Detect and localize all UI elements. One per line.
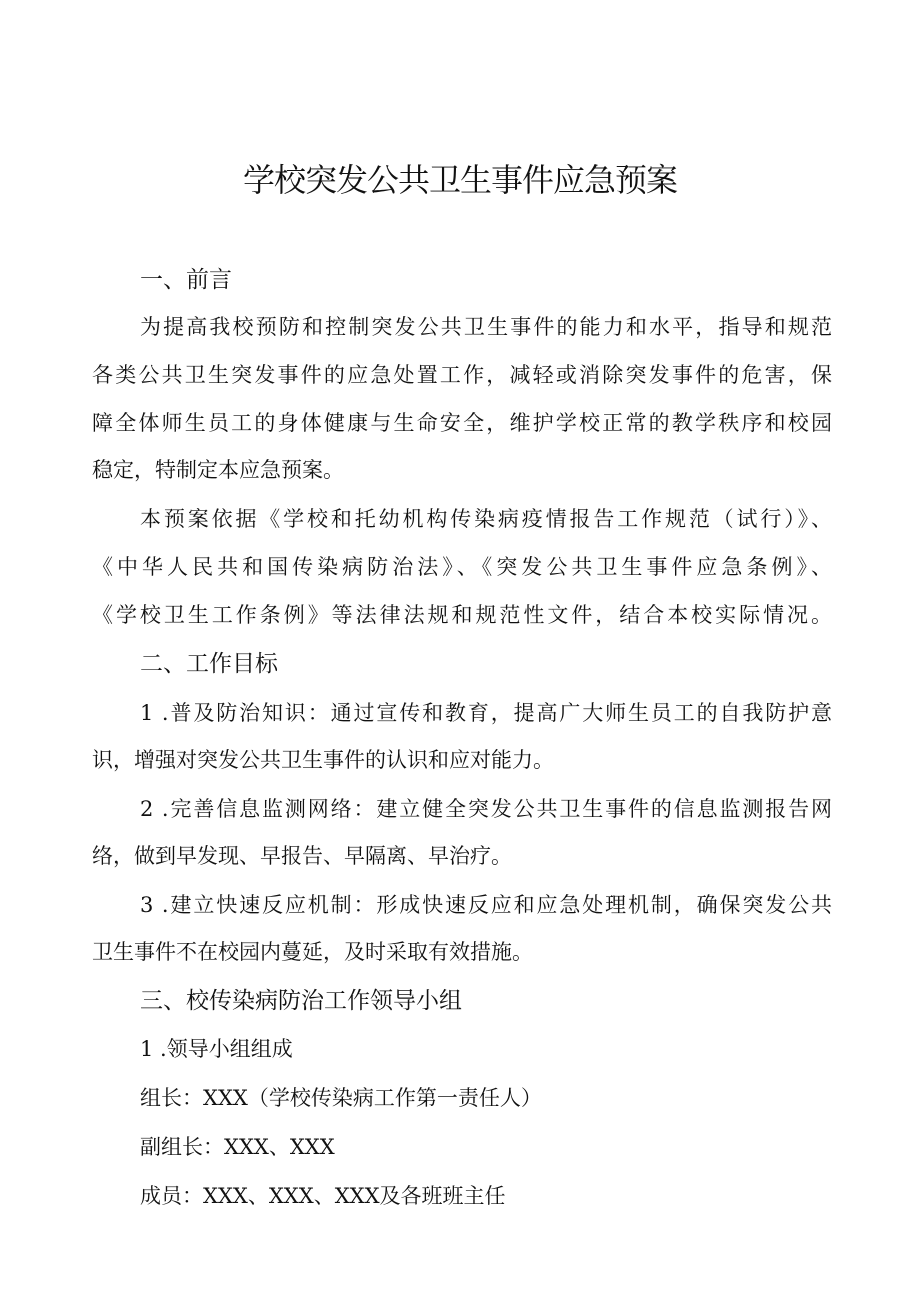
paragraph-line: 各类公共卫生突发事件的应急处置工作，减轻或消除突发事件的危害，保 [92, 363, 832, 387]
paragraph-line: 《学校卫生工作条例》等法律法规和规范性文件，结合本校实际情况。 [92, 603, 832, 627]
section-heading-preface: 一、前言 [140, 267, 232, 293]
paragraph-line: 1 .普及防治知识：通过宣传和教育，提高广大师生员工的自我防护意 [140, 701, 832, 725]
paragraph-line: 3 .建立快速反应机制：形成快速反应和应急处理机制，确保突发公共 [140, 893, 832, 917]
paragraph-line: 2 .完善信息监测网络：建立健全突发公共卫生事件的信息监测报告网 [140, 797, 832, 821]
members-line: 成员：XXX、XXX、XXX及各班班主任 [140, 1184, 506, 1208]
section-heading-leadership-group: 三、校传染病防治工作领导小组 [140, 988, 462, 1014]
paragraph-line: 为提高我校预防和控制突发公共卫生事件的能力和水平，指导和规范 [140, 315, 832, 339]
document-title: 学校突发公共卫生事件应急预案 [242, 161, 677, 199]
paragraph-line: 本预案依据《学校和托幼机构传染病疫情报告工作规范（试行）》、 [140, 507, 832, 531]
paragraph-line: 障全体师生员工的身体健康与生命安全，维护学校正常的教学秩序和校园 [92, 411, 832, 435]
paragraph-line: 1 .领导小组组成 [140, 1037, 293, 1061]
paragraph-line: 络，做到早发现、早报告、早隔离、早治疗。 [92, 844, 512, 868]
section-heading-goals: 二、工作目标 [140, 651, 278, 677]
group-leader-line: 组长：XXX（学校传染病工作第一责任人） [140, 1086, 542, 1110]
deputy-leader-line: 副组长：XXX、XXX [140, 1135, 335, 1159]
paragraph-line: 卫生事件不在校园内蔓延，及时采取有效措施。 [92, 940, 533, 964]
paragraph-line: 稳定，特制定本应急预案。 [92, 458, 344, 482]
paragraph-line: 识，增强对突发公共卫生事件的认识和应对能力。 [92, 748, 554, 772]
paragraph-line: 《中华人民共和国传染病防治法》、《突发公共卫生事件应急条例》、 [92, 555, 832, 579]
